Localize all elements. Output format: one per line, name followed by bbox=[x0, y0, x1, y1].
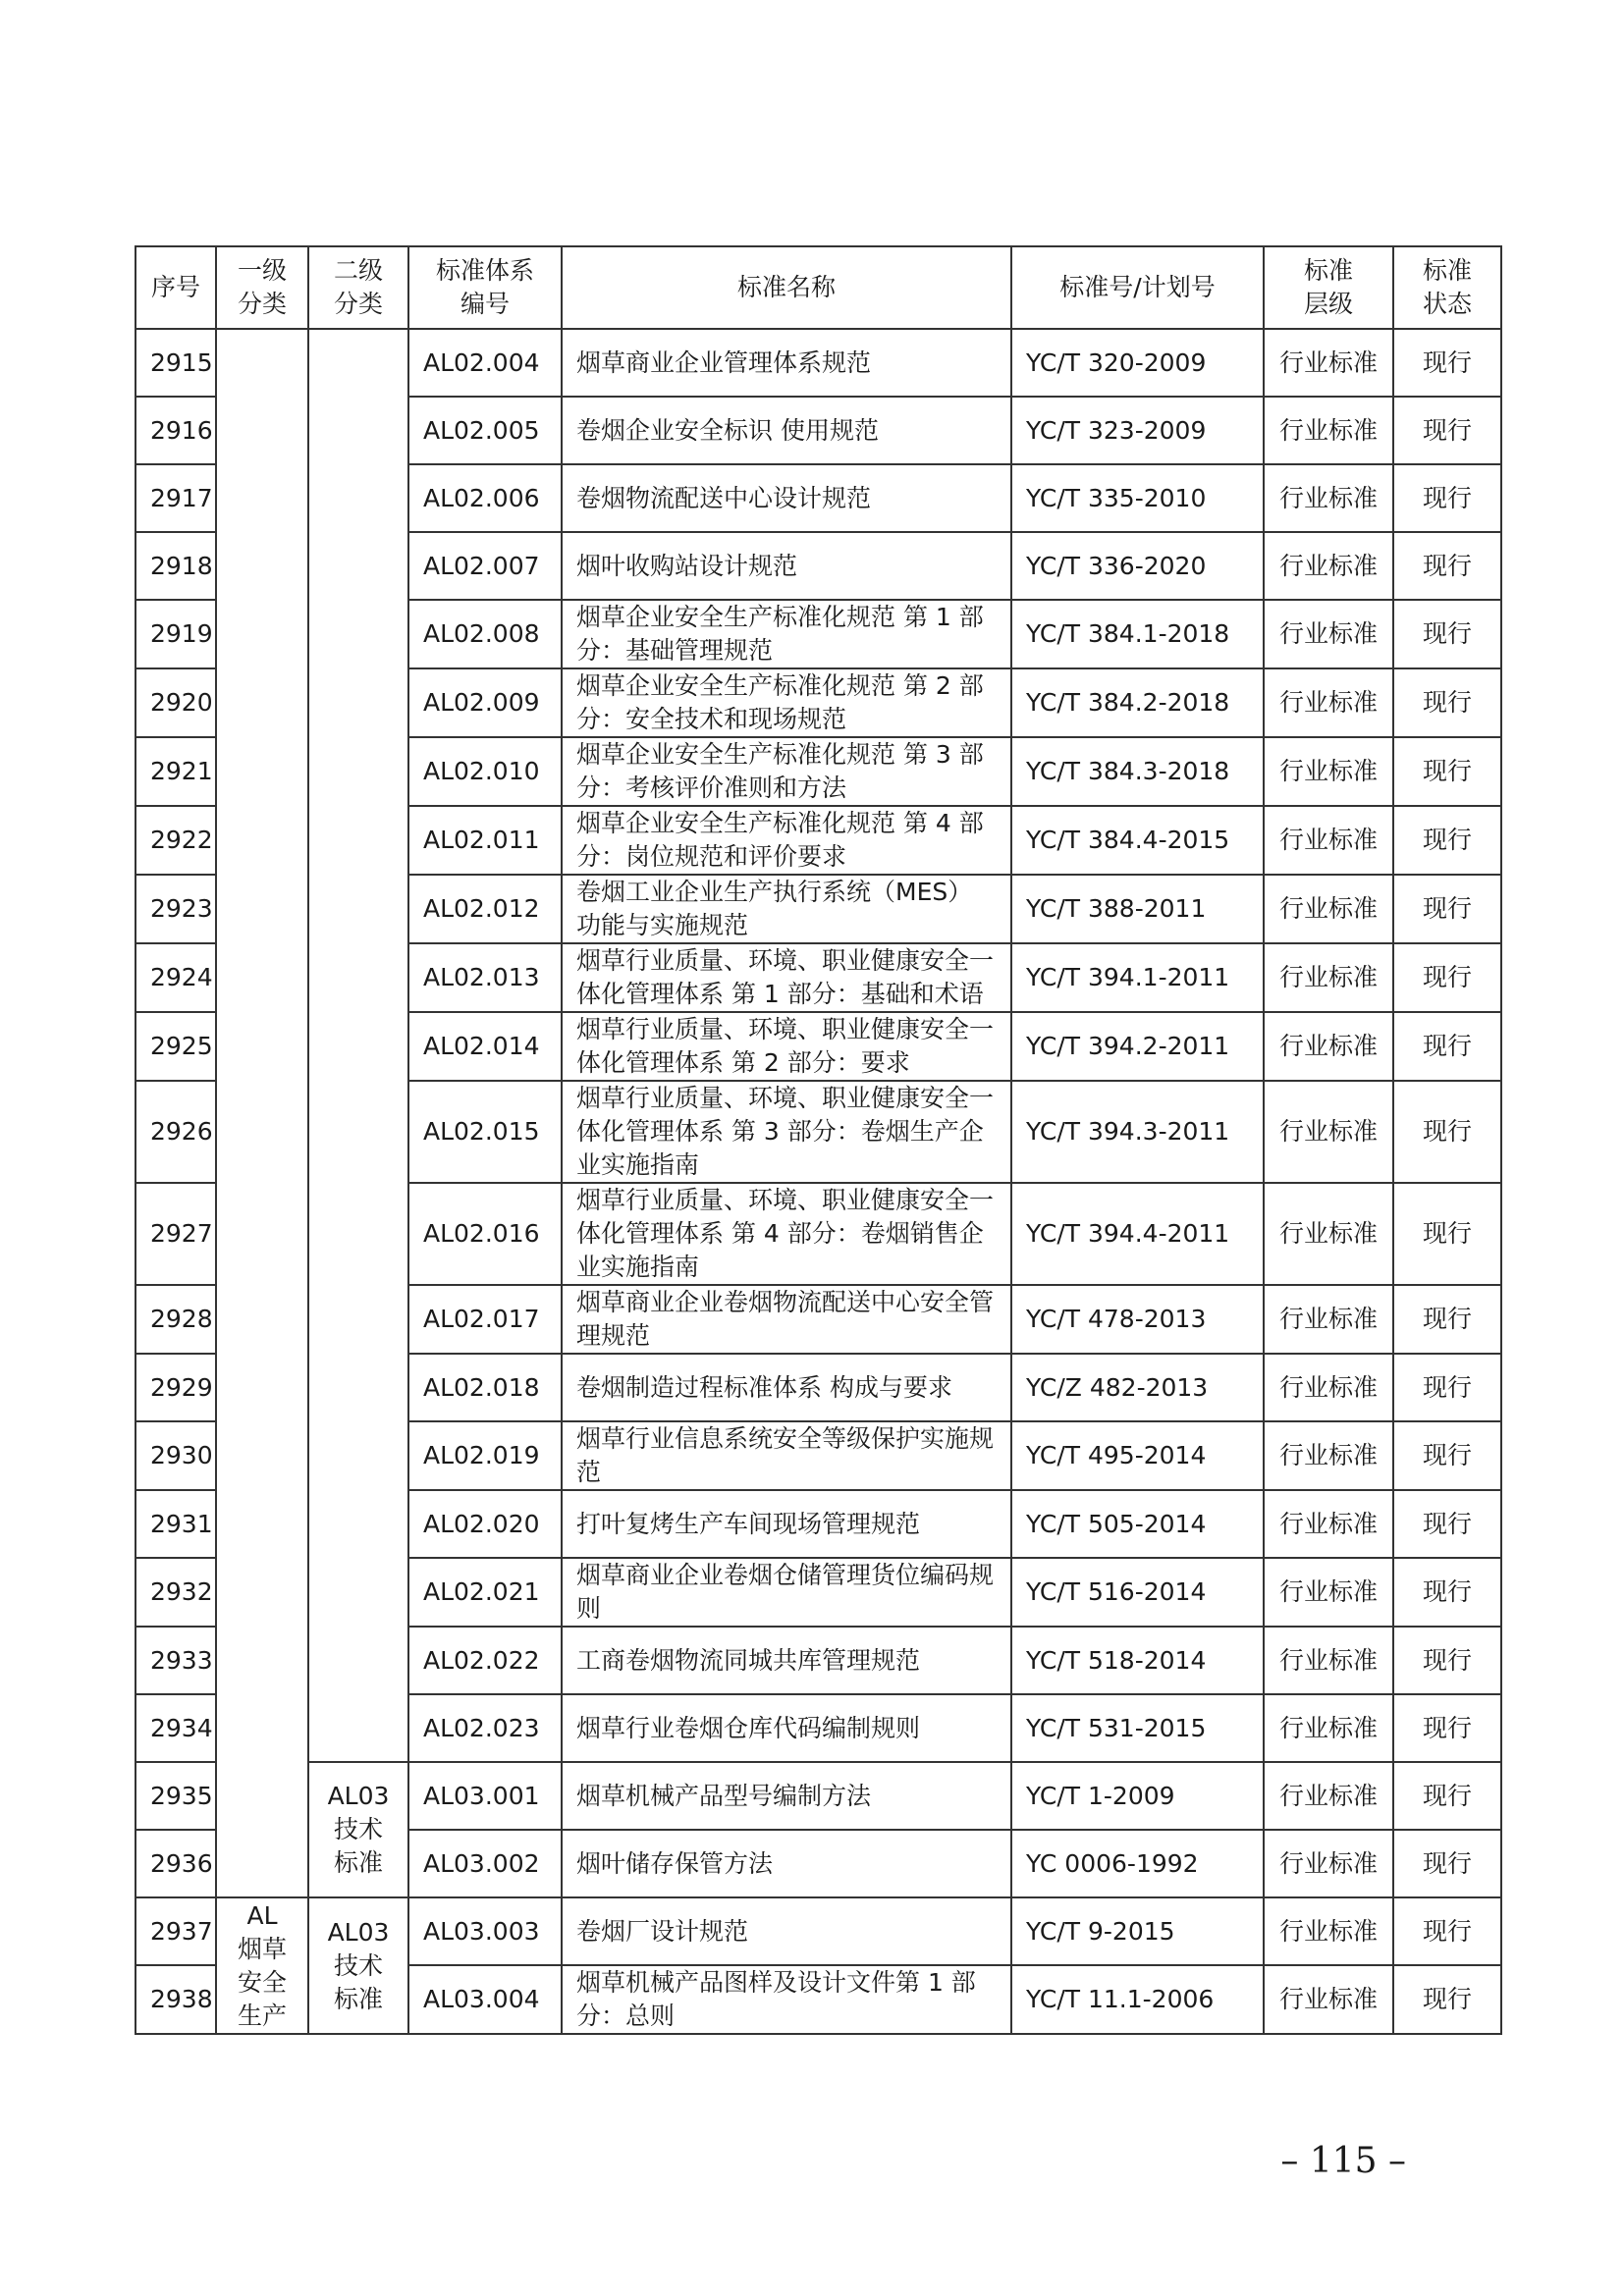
code-cell: AL02.004 bbox=[408, 329, 562, 397]
header-status: 标准 状态 bbox=[1393, 246, 1501, 329]
number-cell: YC/T 394.1-2011 bbox=[1011, 943, 1264, 1012]
tier-cell: 行业标准 bbox=[1264, 397, 1393, 464]
code-cell: AL02.012 bbox=[408, 875, 562, 943]
status-cell: 现行 bbox=[1393, 668, 1501, 737]
seq-cell: 2935 bbox=[135, 1762, 216, 1830]
status-cell: 现行 bbox=[1393, 1830, 1501, 1897]
status-cell: 现行 bbox=[1393, 1183, 1501, 1285]
code-cell: AL02.007 bbox=[408, 532, 562, 600]
table-row bbox=[135, 329, 1501, 397]
number-cell: YC/T 9-2015 bbox=[1011, 1897, 1264, 1965]
status-cell: 现行 bbox=[1393, 1012, 1501, 1081]
name-cell: 烟草行业质量、环境、职业健康安全一体化管理体系 第 2 部分：要求 bbox=[562, 1012, 1011, 1081]
name-cell: 烟草行业卷烟仓库代码编制规则 bbox=[562, 1694, 1011, 1762]
tier-cell: 行业标准 bbox=[1264, 943, 1393, 1012]
status-cell: 现行 bbox=[1393, 397, 1501, 464]
code-cell: AL02.022 bbox=[408, 1627, 562, 1694]
code-cell: AL03.001 bbox=[408, 1762, 562, 1830]
seq-cell: 2928 bbox=[135, 1285, 216, 1354]
tier-cell: 行业标准 bbox=[1264, 1183, 1393, 1285]
seq-cell: 2929 bbox=[135, 1354, 216, 1421]
code-cell: AL02.008 bbox=[408, 600, 562, 668]
number-cell: YC/T 518-2014 bbox=[1011, 1627, 1264, 1694]
name-cell: 卷烟厂设计规范 bbox=[562, 1897, 1011, 1965]
status-cell: 现行 bbox=[1393, 1558, 1501, 1627]
seq-cell: 2932 bbox=[135, 1558, 216, 1627]
table-header-row bbox=[135, 246, 1501, 329]
status-cell: 现行 bbox=[1393, 1354, 1501, 1421]
name-cell: 烟草商业企业管理体系规范 bbox=[562, 329, 1011, 397]
name-cell: 烟草企业安全生产标准化规范 第 4 部分：岗位规范和评价要求 bbox=[562, 806, 1011, 875]
tier-cell: 行业标准 bbox=[1264, 1694, 1393, 1762]
name-cell: 卷烟制造过程标准体系 构成与要求 bbox=[562, 1354, 1011, 1421]
tier-cell: 行业标准 bbox=[1264, 1285, 1393, 1354]
tier-cell: 行业标准 bbox=[1264, 668, 1393, 737]
name-cell: 烟草企业安全生产标准化规范 第 3 部分：考核评价准则和方法 bbox=[562, 737, 1011, 806]
name-cell: 工商卷烟物流同城共库管理规范 bbox=[562, 1627, 1011, 1694]
name-cell: 烟叶收购站设计规范 bbox=[562, 532, 1011, 600]
status-cell: 现行 bbox=[1393, 532, 1501, 600]
code-cell: AL02.005 bbox=[408, 397, 562, 464]
code-cell: AL02.011 bbox=[408, 806, 562, 875]
code-cell: AL02.018 bbox=[408, 1354, 562, 1421]
code-cell: AL02.015 bbox=[408, 1081, 562, 1183]
number-cell: YC/Z 482-2013 bbox=[1011, 1354, 1264, 1421]
number-cell: YC/T 384.4-2015 bbox=[1011, 806, 1264, 875]
level2-cell-empty bbox=[308, 329, 408, 1762]
name-cell: 卷烟企业安全标识 使用规范 bbox=[562, 397, 1011, 464]
code-cell: AL02.006 bbox=[408, 464, 562, 532]
level1-category-cell: AL 烟草 安全 生产 bbox=[216, 1897, 308, 2034]
tier-cell: 行业标准 bbox=[1264, 1627, 1393, 1694]
seq-cell: 2937 bbox=[135, 1897, 216, 1965]
number-cell: YC 0006-1992 bbox=[1011, 1830, 1264, 1897]
name-cell: 烟草机械产品图样及设计文件第 1 部分：总则 bbox=[562, 1965, 1011, 2034]
tier-cell: 行业标准 bbox=[1264, 875, 1393, 943]
tier-cell: 行业标准 bbox=[1264, 1421, 1393, 1490]
name-cell: 烟草机械产品型号编制方法 bbox=[562, 1762, 1011, 1830]
name-cell: 打叶复烤生产车间现场管理规范 bbox=[562, 1490, 1011, 1558]
tier-cell: 行业标准 bbox=[1264, 1012, 1393, 1081]
name-cell: 烟草行业质量、环境、职业健康安全一体化管理体系 第 3 部分：卷烟生产企业实施指南 bbox=[562, 1081, 1011, 1183]
code-cell: AL02.010 bbox=[408, 737, 562, 806]
tier-cell: 行业标准 bbox=[1264, 1354, 1393, 1421]
seq-cell: 2933 bbox=[135, 1627, 216, 1694]
tier-cell: 行业标准 bbox=[1264, 329, 1393, 397]
status-cell: 现行 bbox=[1393, 1627, 1501, 1694]
code-cell: AL02.009 bbox=[408, 668, 562, 737]
status-cell: 现行 bbox=[1393, 1421, 1501, 1490]
name-cell: 烟草企业安全生产标准化规范 第 2 部分：安全技术和现场规范 bbox=[562, 668, 1011, 737]
status-cell: 现行 bbox=[1393, 1490, 1501, 1558]
seq-cell: 2921 bbox=[135, 737, 216, 806]
number-cell: YC/T 516-2014 bbox=[1011, 1558, 1264, 1627]
status-cell: 现行 bbox=[1393, 1694, 1501, 1762]
seq-cell: 2931 bbox=[135, 1490, 216, 1558]
status-cell: 现行 bbox=[1393, 600, 1501, 668]
tier-cell: 行业标准 bbox=[1264, 1490, 1393, 1558]
header-tier: 标准 层级 bbox=[1264, 246, 1393, 329]
seq-cell: 2916 bbox=[135, 397, 216, 464]
status-cell: 现行 bbox=[1393, 329, 1501, 397]
seq-cell: 2915 bbox=[135, 329, 216, 397]
tier-cell: 行业标准 bbox=[1264, 1830, 1393, 1897]
code-cell: AL02.021 bbox=[408, 1558, 562, 1627]
status-cell: 现行 bbox=[1393, 806, 1501, 875]
name-cell: 烟草行业质量、环境、职业健康安全一体化管理体系 第 4 部分：卷烟销售企业实施指南 bbox=[562, 1183, 1011, 1285]
tier-cell: 行业标准 bbox=[1264, 1965, 1393, 2034]
tier-cell: 行业标准 bbox=[1264, 464, 1393, 532]
seq-cell: 2926 bbox=[135, 1081, 216, 1183]
name-cell: 卷烟物流配送中心设计规范 bbox=[562, 464, 1011, 532]
seq-cell: 2923 bbox=[135, 875, 216, 943]
header-number: 标准号/计划号 bbox=[1011, 246, 1264, 329]
name-cell: 烟草商业企业卷烟物流配送中心安全管理规范 bbox=[562, 1285, 1011, 1354]
table-row bbox=[135, 1897, 1501, 1965]
name-cell: 烟叶储存保管方法 bbox=[562, 1830, 1011, 1897]
status-cell: 现行 bbox=[1393, 1897, 1501, 1965]
level2-category-cell: AL03 技术 标准 bbox=[308, 1762, 408, 1897]
page-number: – 115 – bbox=[1280, 2141, 1406, 2181]
code-cell: AL03.002 bbox=[408, 1830, 562, 1897]
number-cell: YC/T 336-2020 bbox=[1011, 532, 1264, 600]
code-cell: AL03.004 bbox=[408, 1965, 562, 2034]
code-cell: AL02.017 bbox=[408, 1285, 562, 1354]
tier-cell: 行业标准 bbox=[1264, 1558, 1393, 1627]
number-cell: YC/T 1-2009 bbox=[1011, 1762, 1264, 1830]
status-cell: 现行 bbox=[1393, 464, 1501, 532]
seq-cell: 2919 bbox=[135, 600, 216, 668]
number-cell: YC/T 384.3-2018 bbox=[1011, 737, 1264, 806]
tier-cell: 行业标准 bbox=[1264, 1762, 1393, 1830]
status-cell: 现行 bbox=[1393, 1081, 1501, 1183]
number-cell: YC/T 388-2011 bbox=[1011, 875, 1264, 943]
tier-cell: 行业标准 bbox=[1264, 1081, 1393, 1183]
level2-category-cell: AL03 技术 标准 bbox=[308, 1897, 408, 2034]
seq-cell: 2924 bbox=[135, 943, 216, 1012]
number-cell: YC/T 478-2013 bbox=[1011, 1285, 1264, 1354]
name-cell: 卷烟工业企业生产执行系统（MES）功能与实施规范 bbox=[562, 875, 1011, 943]
status-cell: 现行 bbox=[1393, 1762, 1501, 1830]
status-cell: 现行 bbox=[1393, 875, 1501, 943]
code-cell: AL02.023 bbox=[408, 1694, 562, 1762]
number-cell: YC/T 531-2015 bbox=[1011, 1694, 1264, 1762]
code-cell: AL02.013 bbox=[408, 943, 562, 1012]
seq-cell: 2922 bbox=[135, 806, 216, 875]
status-cell: 现行 bbox=[1393, 1285, 1501, 1354]
header-level2: 二级 分类 bbox=[308, 246, 408, 329]
number-cell: YC/T 384.2-2018 bbox=[1011, 668, 1264, 737]
name-cell: 烟草商业企业卷烟仓储管理货位编码规则 bbox=[562, 1558, 1011, 1627]
standards-table bbox=[135, 245, 1502, 2035]
seq-cell: 2920 bbox=[135, 668, 216, 737]
tier-cell: 行业标准 bbox=[1264, 532, 1393, 600]
seq-cell: 2930 bbox=[135, 1421, 216, 1490]
header-code: 标准体系 编号 bbox=[408, 246, 562, 329]
seq-cell: 2917 bbox=[135, 464, 216, 532]
seq-cell: 2938 bbox=[135, 1965, 216, 2034]
seq-cell: 2936 bbox=[135, 1830, 216, 1897]
name-cell: 烟草企业安全生产标准化规范 第 1 部分：基础管理规范 bbox=[562, 600, 1011, 668]
tier-cell: 行业标准 bbox=[1264, 1897, 1393, 1965]
code-cell: AL02.019 bbox=[408, 1421, 562, 1490]
name-cell: 烟草行业质量、环境、职业健康安全一体化管理体系 第 1 部分：基础和术语 bbox=[562, 943, 1011, 1012]
number-cell: YC/T 495-2014 bbox=[1011, 1421, 1264, 1490]
number-cell: YC/T 11.1-2006 bbox=[1011, 1965, 1264, 2034]
header-seq: 序号 bbox=[135, 246, 216, 329]
level1-cell-empty bbox=[216, 329, 308, 1897]
code-cell: AL02.016 bbox=[408, 1183, 562, 1285]
number-cell: YC/T 384.1-2018 bbox=[1011, 600, 1264, 668]
status-cell: 现行 bbox=[1393, 737, 1501, 806]
number-cell: YC/T 505-2014 bbox=[1011, 1490, 1264, 1558]
number-cell: YC/T 320-2009 bbox=[1011, 329, 1264, 397]
seq-cell: 2934 bbox=[135, 1694, 216, 1762]
table-row bbox=[135, 1762, 1501, 1830]
header-name: 标准名称 bbox=[562, 246, 1011, 329]
seq-cell: 2927 bbox=[135, 1183, 216, 1285]
seq-cell: 2918 bbox=[135, 532, 216, 600]
tier-cell: 行业标准 bbox=[1264, 737, 1393, 806]
code-cell: AL02.014 bbox=[408, 1012, 562, 1081]
seq-cell: 2925 bbox=[135, 1012, 216, 1081]
number-cell: YC/T 394.2-2011 bbox=[1011, 1012, 1264, 1081]
code-cell: AL02.020 bbox=[408, 1490, 562, 1558]
tier-cell: 行业标准 bbox=[1264, 806, 1393, 875]
name-cell: 烟草行业信息系统安全等级保护实施规范 bbox=[562, 1421, 1011, 1490]
number-cell: YC/T 394.3-2011 bbox=[1011, 1081, 1264, 1183]
code-cell: AL03.003 bbox=[408, 1897, 562, 1965]
tier-cell: 行业标准 bbox=[1264, 600, 1393, 668]
status-cell: 现行 bbox=[1393, 943, 1501, 1012]
number-cell: YC/T 394.4-2011 bbox=[1011, 1183, 1264, 1285]
header-level1: 一级 分类 bbox=[216, 246, 308, 329]
number-cell: YC/T 335-2010 bbox=[1011, 464, 1264, 532]
number-cell: YC/T 323-2009 bbox=[1011, 397, 1264, 464]
status-cell: 现行 bbox=[1393, 1965, 1501, 2034]
